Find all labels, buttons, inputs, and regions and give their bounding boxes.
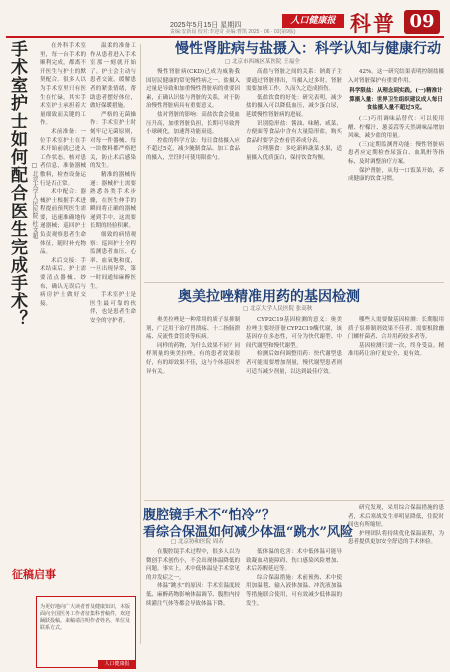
paragraph: 术中配合：器械护士根据手术进程提前预判医生需要，迅速准确地传递器械；巡回护士负责观察患者生命体征，随时补充物品。	[40, 189, 86, 256]
article1-byline: □ 北京大学人民医院 杜文超	[31, 162, 38, 239]
article3-column-3	[348, 316, 444, 496]
page-number: 09	[404, 10, 440, 34]
article1-column-2	[90, 42, 136, 554]
paragraph: 综合保温措施：术前预热、术中使用加温毯、输入液体加温、冲洗液加温等措施联合使用，可有效减少低体温的发生。	[246, 574, 342, 607]
paragraph: 识别隐形盐：酱油、味精、咸菜、方便面等食品中含有大量隐形盐，购买食品时要学会查看营养成分表。	[246, 120, 342, 144]
issue-date: 2025年5月15日 星期四	[170, 22, 242, 29]
newspaper-logo: 人口健康报	[282, 14, 344, 28]
article1-title: 手术室护士如何配合医生完成手术？	[7, 40, 27, 328]
paragraph: 保护肾脏，从每一口饭菜开始，养成健康的饮食习惯。	[348, 167, 444, 183]
paragraph: 在腹腔镜手术过程中，很多人以为微创手术创伤小，不会出现体温降低的问题。事实上，术中低体温是手术常见的并发症之一。	[146, 549, 240, 581]
paragraph: 精准的器械传递：器械护士需要熟悉各类手术步骤，在医生伸手的瞬间将正确的器械递到手中，这需要长期的经验积累。	[90, 171, 136, 230]
paragraph: 慢性肾脏病(CKD)已成为威胁我国居民健康的常见慢性病之一。盐摄入过量是导致和加重慢性肾脏病的重要因素，正确认识盐与肾脏的关系，对于防治慢性肾脏病具有重要意义。	[146, 69, 240, 110]
issue-subline: 责编:安新晨 校对:李迎奇 美编:曹凯 2025 · 06 · 02(第9版)	[170, 29, 296, 35]
section-divider	[144, 282, 444, 283]
article4-title-line1: 腹腔镜手术不“怕冷”？	[143, 508, 275, 523]
article3-byline: □ 北京大学人民医院 张高秋	[243, 306, 313, 312]
section-divider	[144, 500, 444, 501]
subheading: 科学限盐：从理念到实践。(一)精准计算摄入量：世界卫生组织建议成人每日食盐摄入量不超过5克。	[349, 88, 443, 112]
paragraph: 术后交接：手术结束后，护士需要清点器械、纱布，确认无误后与病房护士做好交接。	[40, 257, 86, 307]
paragraph: CYP2C19基因检测的意义：奥美拉唑主要经肝脏CYP2C19酶代谢，该基因存在多态性，可分为快代谢型、中间代谢型和慢代谢型。	[246, 317, 342, 349]
recruit-text: 为更好地向广大读者普及健康知识，本版面向全国医务工作者征集科普稿件，欢迎踊跃投稿。来稿请注明作者姓名、单位及联系方式。	[40, 604, 131, 631]
paragraph: 低盐饮食的好处：研究表明，减少盐的摄入可以降低血压，减少蛋白尿，延缓慢性肾脏病的进展。	[246, 94, 342, 118]
article4-title-line2: 看综合保温如何减少体温“跳水”风险	[143, 525, 353, 540]
paragraph: 42%。这一研究结果表明控制盐摄入对肾脏保护有重要作用。	[348, 69, 444, 84]
article4-column-3	[348, 504, 444, 668]
paragraph: 温柔的准备工作从患者进入手术室那一刻就开始了。护士会主动与患者交流，缓解患者的紧张情绪，帮助患者摆好体位，做好保暖措施。	[90, 43, 136, 110]
article3-column-2	[246, 316, 342, 496]
paragraph: (二)巧用调味品替代：可以使用醋、柠檬汁、葱姜蒜等天然调味品增加风味，减少盐的用量。	[348, 115, 444, 140]
paragraph: (三)定期监测肾功能：慢性肾脏病患者应定期检查尿蛋白、血肌酐等指标，及时调整治疗方案。	[348, 141, 444, 165]
paragraph: 研究发现，采用综合保温措施的患者，术后寒战发生率明显降低，住院时间也有所缩短。	[348, 505, 444, 529]
article2-title: 慢性肾脏病与盐摄入：科学认知与健康行动	[175, 41, 441, 57]
paragraph: 哪些人需要做基因检测：长期服用质子泵抑制剂效果不佳者、需要根除幽门螺杆菌者、合并用药较多者等。	[348, 317, 444, 341]
article2-column-2	[246, 68, 342, 278]
paragraph: 盐对肾脏的影响：高盐饮食会使血压升高，加重肾脏负担，长期可导致肾小球硬化，加速肾功能衰退。	[146, 111, 240, 136]
paragraph: 护理团队将持续优化保温流程，为患者提供更加安全舒适的手术体验。	[348, 530, 444, 546]
article4-byline: □ 北京协和医院 周若	[171, 539, 224, 545]
column-divider	[140, 44, 141, 644]
recruit-title: 征稿启事	[12, 568, 56, 581]
paragraph: 高盐与肾脏之间的关系：钠离子主要通过肾脏排出，当摄入过多时，肾脏需要加班工作，久而久之造成损伤。	[246, 69, 342, 93]
article2-column-3	[348, 68, 444, 278]
article2-byline: □ 北京市西城区某医院 王福全	[225, 59, 300, 65]
article3-column-1	[146, 316, 240, 496]
paragraph: 手术室护士是医生最可靠的伙伴，也是患者生命安全的守护者。	[90, 292, 136, 324]
section-name: 科普	[350, 11, 396, 36]
footer-logo: 人口健康报	[98, 660, 136, 669]
paragraph: 检测后如何调整用药：快代谢型患者可能需要增加剂量，慢代谢型患者则可适当减少剂量，以达到最佳疗效。	[246, 351, 342, 375]
article2-column-1	[146, 68, 240, 278]
paragraph: 术前准备：一位手术室护士在手术开始前就已进入工作状态，核对患者信息，准备器械敷料，检查设备运行是否正常。	[40, 128, 86, 187]
paragraph: 细致的病情观察：巡回护士全程监测患者血压、心率、血氧饱和度，一旦出现异常，第一时间通知麻醉医生。	[90, 232, 136, 290]
masthead	[0, 0, 450, 34]
paragraph: 体温“跳水”的原因：手术室温度较低、麻醉药物影响体温调节、腹腔内持续灌注气体等都会导致体温下降。	[146, 583, 240, 607]
article1-column-1	[40, 42, 86, 554]
paragraph: 合理膳食：多吃新鲜蔬菜水果，适量摄入优质蛋白，保持饮食均衡。	[246, 146, 342, 161]
paragraph: 控盐的科学方法：每日食盐摄入应不超过5克，减少腌制食品、加工食品的摄入，烹饪时可使用限盐勺。	[146, 137, 240, 161]
paragraph: 奥美拉唑是一种常用的质子泵抑制剂，广泛用于治疗胃溃疡、十二指肠溃疡、反流性食管炎等疾病。	[146, 317, 240, 341]
article4-column-2	[246, 548, 342, 668]
paragraph: 低体温的危害：术中低体温可能导致凝血功能障碍、伤口感染风险增加、术后苏醒延迟等。	[246, 549, 342, 573]
paragraph: 同样的药物，为什么效果不同？同样剂量的奥美拉唑，有的患者效果很好，有的却效果不佳，这与个体基因差异有关。	[146, 342, 240, 375]
paragraph: 基因检测只需一次，终身受益。精准用药让治疗更安全、更有效。	[348, 342, 444, 358]
paragraph: 在外科手术室里，每一台手术的顺利完成，都离不开医生与护士的默契配合。很多人以为手术室里只有医生在忙碌，其实手术室护士承担着大量细致而关键的工作。	[40, 43, 86, 127]
article3-title: 奥美拉唑精准用药的基因检测	[178, 289, 360, 305]
article4-column-1	[146, 548, 240, 668]
paragraph: 严格的无菌操作：手术室护士时刻牢记无菌原则，对每一件器械、每一块敷料都严格把关，防止术后感染的发生。	[90, 111, 136, 170]
